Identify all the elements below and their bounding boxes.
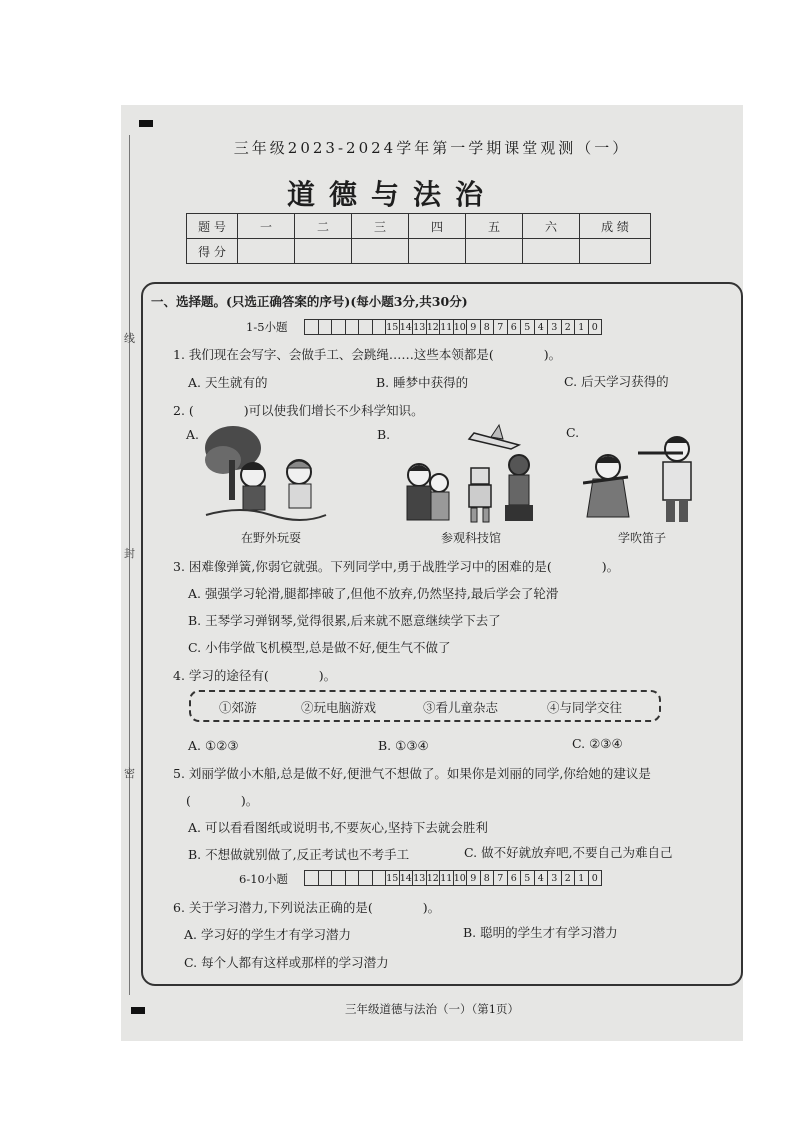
score-table: [186, 213, 651, 264]
grid-number-cell: 3: [548, 320, 562, 335]
grid-number-cell: 12: [426, 872, 439, 884]
margin-label-seal: 封: [124, 547, 135, 560]
q2-caption-a: 在野外玩耍: [241, 531, 302, 545]
grid-number-cell: 1: [575, 320, 589, 335]
q2-option-a: A.: [186, 427, 200, 442]
score-cell: 题 号: [187, 214, 238, 239]
q4-option-a: A. ①②③: [188, 738, 239, 753]
score-cell: 四: [409, 214, 466, 239]
q4-choices-box: [189, 690, 661, 722]
score-table-score-row: [187, 239, 651, 264]
registration-mark-top: [139, 120, 153, 127]
q5-option-b: B. 不想做就别做了,反正考试也不考手工: [188, 847, 410, 862]
grid-number-cell: 7: [494, 871, 508, 886]
grid-number-cell: 5: [521, 320, 535, 335]
q2-caption-c: 学吹笛子: [618, 531, 667, 545]
grid2-label: 6-10小题: [239, 872, 288, 886]
grid-number-cell: 12: [426, 321, 439, 333]
grid-blank-cell: [345, 871, 359, 886]
exam-title: 三年级2023-2024学年第一学期课堂观测（一）: [233, 139, 631, 157]
score-cell: 六: [523, 214, 580, 239]
grid-number-cell: 9: [467, 871, 481, 886]
grid-number-cell: 8: [480, 320, 494, 335]
q5-stem-continued: ( )。: [186, 793, 259, 808]
flute-lesson-illustration: [583, 427, 703, 527]
score-cell: 二: [295, 214, 352, 239]
subject-title: 道德与法治: [286, 178, 497, 211]
grid-number-cell: 2: [561, 871, 575, 886]
grid-number-cell: 13: [413, 872, 426, 884]
q5-stem: 5. 刘丽学做小木船,总是做不好,便泄气不想做了。如果你是刘丽的同学,你给她的建议是: [173, 766, 651, 781]
grid-number-cell: 0: [588, 871, 602, 886]
grid-number-cell: 4: [534, 871, 548, 886]
q6-option-b: B. 聪明的学生才有学习潜力: [463, 925, 618, 940]
grid-number-cell: 5: [521, 871, 535, 886]
q5-option-c: C. 做不好就放弃吧,不要自己为难自己: [464, 845, 673, 860]
q1-option-c: C. 后天学习获得的: [564, 374, 669, 389]
score-blank: [295, 239, 352, 264]
score-grid-1: [304, 319, 602, 335]
q4-option-c: C. ②③④: [572, 736, 623, 751]
q2-caption-b: 参观科技馆: [441, 531, 502, 545]
grid-blank-cell: [305, 320, 319, 335]
grid-number-cell: 14: [399, 872, 412, 884]
q4-choice-4: ④与同学交往: [547, 700, 623, 715]
grid-blank-cell: [318, 320, 332, 335]
grid-blank-cell: [359, 871, 373, 886]
grid-number-cell: 3: [548, 871, 562, 886]
grid-number-cell: 4: [534, 320, 548, 335]
q6-stem: 6. 关于学习潜力,下列说法正确的是( )。: [173, 900, 441, 915]
margin-label-line: 线: [124, 332, 135, 345]
grid-blank-cell: [332, 871, 346, 886]
science-museum-illustration: [399, 423, 549, 528]
q6-option-a: A. 学习好的学生才有学习潜力: [184, 927, 351, 942]
grid-blank-cell: [305, 871, 319, 886]
grid-blank-cell: [345, 320, 359, 335]
score-blank: [523, 239, 580, 264]
score-blank: [238, 239, 295, 264]
score-grid-2: [304, 870, 602, 886]
score-table-header-row: [187, 214, 651, 239]
grid-number-cell: 6: [507, 871, 521, 886]
q5-option-a: A. 可以看看图纸或说明书,不要灰心,坚持下去就会胜利: [188, 820, 488, 835]
grid-number-cell: 11: [440, 321, 453, 333]
grid-number-cell: 10: [453, 872, 466, 884]
margin-label-secret: 密: [124, 767, 135, 780]
grid-row: [305, 320, 602, 335]
grid-number-cell: 6: [507, 320, 521, 335]
grid-number-cell: 2: [561, 320, 575, 335]
q3-option-b: B. 王琴学习弹钢琴,觉得很累,后来就不愿意继续学下去了: [188, 613, 501, 628]
grid-row: [305, 871, 602, 886]
grid-number-cell: 11: [440, 872, 453, 884]
q1-option-b: B. 睡梦中获得的: [376, 375, 469, 390]
q1-option-a: A. 天生就有的: [188, 375, 268, 390]
q4-option-b: B. ①③④: [378, 738, 429, 753]
grid-number-cell: 15: [386, 321, 399, 333]
grid-number-cell: 1: [575, 871, 589, 886]
q4-stem: 4. 学习的途径有( )。: [173, 668, 337, 683]
score-cell: 成 绩: [580, 214, 651, 239]
q4-choice-1: ①郊游: [219, 700, 257, 715]
q6-option-c: C. 每个人都有这样或那样的学习潜力: [184, 955, 389, 970]
grid-number-cell: 0: [588, 320, 602, 335]
q2-option-c: C.: [566, 425, 580, 440]
grid-blank-cell: [332, 320, 346, 335]
score-blank: [580, 239, 651, 264]
q3-option-a: A. 强强学习轮滑,腿都摔破了,但他不放弃,仍然坚持,最后学会了轮滑: [188, 586, 559, 601]
q4-choice-2: ②玩电脑游戏: [301, 700, 377, 715]
score-cell: 得 分: [187, 239, 238, 264]
page-footer: 三年级道德与法治（一）（第1页）: [344, 1002, 520, 1016]
grid-number-cell: 9: [467, 320, 481, 335]
grid-number-cell: 13: [413, 321, 426, 333]
grid-number-cell: 15: [386, 872, 399, 884]
score-blank: [409, 239, 466, 264]
grid-blank-cell: [359, 320, 373, 335]
q1-stem: 1. 我们现在会写字、会做手工、会跳绳……这些本领都是( )。: [173, 347, 562, 362]
grid-number-cell: 8: [480, 871, 494, 886]
grid1-label: 1-5小题: [246, 320, 288, 334]
grid-blank-cell: [372, 871, 386, 886]
q2-option-b: B.: [377, 427, 391, 442]
q2-stem: 2. ( )可以使我们增长不少科学知识。: [173, 403, 424, 418]
q4-choice-3: ③看儿童杂志: [423, 700, 499, 715]
grid-number-cell: 7: [494, 320, 508, 335]
binding-line: [129, 135, 130, 995]
grid-number-cell: 14: [399, 321, 412, 333]
exam-paper: [121, 105, 743, 1041]
score-blank: [352, 239, 409, 264]
grid-blank-cell: [318, 871, 332, 886]
score-cell: 一: [238, 214, 295, 239]
grid-blank-cell: [372, 320, 386, 335]
q3-stem: 3. 困难像弹簧,你弱它就强。下列同学中,勇于战胜学习中的困难的是( )。: [173, 559, 620, 574]
grid-number-cell: 10: [453, 321, 466, 333]
score-blank: [466, 239, 523, 264]
q3-option-c: C. 小伟学做飞机模型,总是做不好,便生气不做了: [188, 640, 451, 655]
outdoor-play-illustration: [201, 420, 331, 525]
section-heading: 一、选择题。(只选正确答案的序号)(每小题3分,共30分): [151, 294, 468, 309]
score-cell: 五: [466, 214, 523, 239]
score-cell: 三: [352, 214, 409, 239]
